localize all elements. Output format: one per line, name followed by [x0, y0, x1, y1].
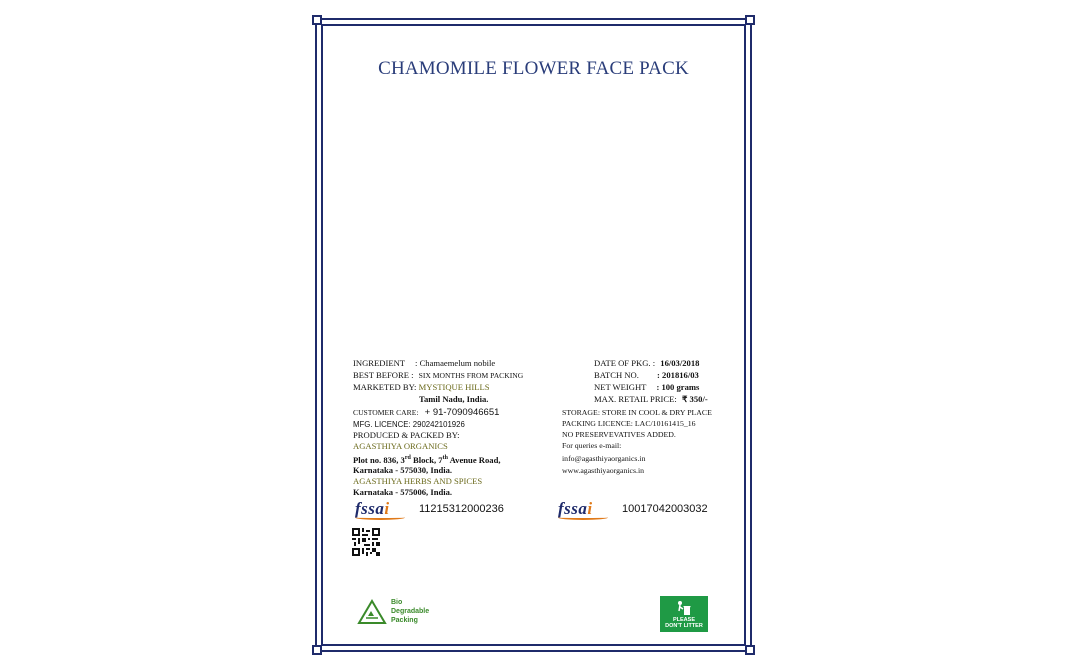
ingredient-value: : Chamaemelum nobile	[415, 358, 496, 368]
fssai-left	[355, 499, 504, 519]
fssai-number-right: 10017042003032	[622, 503, 708, 515]
customer-care-value: + 91-7090946651	[424, 407, 500, 418]
mrp-row	[594, 394, 708, 405]
fssai-logo-text: fssa	[355, 499, 385, 518]
fssai-logo	[355, 499, 407, 519]
mrp-value: ₹ 350/-	[681, 394, 708, 404]
batch-value: : 201816/03	[657, 370, 699, 380]
corner-ornament	[312, 15, 322, 25]
fssai-logo-i: i	[384, 499, 390, 518]
ingredient-label: INGREDIENT	[353, 358, 405, 368]
trash-bin-icon	[675, 599, 693, 617]
ingredient-row	[353, 358, 495, 369]
website: www.agasthiyaorganics.in	[562, 466, 645, 475]
batch-label: BATCH NO.	[594, 370, 639, 380]
company-name-2: AGASTHIYA HERBS AND SPICES	[353, 476, 483, 486]
address-line-3: Karnataka - 575006, India.	[353, 487, 453, 497]
date-value: 16/03/2018	[660, 358, 700, 368]
fssai-logo	[558, 499, 610, 519]
address-part: Block, 7	[410, 454, 443, 465]
marketed-label: MARKETED BY:	[353, 382, 417, 392]
marketed-value: MYSTIQUE HILLS	[418, 382, 490, 392]
no-preservatives: NO PRESERVEVATIVES ADDED.	[562, 430, 676, 439]
best-before-value: SIX MONTHS FROM PACKING	[418, 371, 524, 380]
recycle-triangle-icon	[357, 599, 387, 625]
bio-line: Degradable	[391, 608, 430, 615]
net-weight-row	[594, 382, 699, 393]
corner-ornament	[312, 645, 322, 655]
storage: STORAGE: STORE IN COOL & DRY PLACE	[562, 408, 712, 417]
batch-row	[594, 370, 699, 381]
product-label	[315, 18, 752, 652]
company-name: AGASTHIYA ORGANICS	[353, 441, 448, 451]
corner-ornament	[745, 15, 755, 25]
address-line-1	[353, 453, 501, 466]
queries: For queries e-mail:	[562, 441, 622, 450]
bio-line: Bio	[391, 599, 403, 606]
litter-line: PLEASE	[672, 617, 695, 623]
bio-degradable-badge	[357, 598, 429, 625]
address-superscript: rd	[404, 455, 411, 461]
fssai-right	[558, 499, 708, 519]
address-part: Avenue Road,	[447, 454, 501, 465]
fssai-number-left: 11215312000236	[419, 503, 504, 515]
date-label: DATE OF PKG. :	[594, 358, 656, 368]
address-superscript: th	[442, 455, 448, 461]
email: info@agasthiyaorganics.in	[562, 454, 646, 463]
mrp-label: MAX. RETAIL PRICE:	[594, 394, 677, 404]
bio-line: Packing	[391, 617, 418, 624]
bio-degradable-text	[391, 598, 429, 625]
best-before-row	[353, 370, 523, 381]
corner-ornament	[745, 645, 755, 655]
litter-line: DON'T LITTER	[665, 623, 703, 629]
net-weight-label: NET WEIGHT	[594, 382, 647, 392]
marketed-row	[353, 382, 490, 393]
produced-by: PRODUCED & PACKED BY:	[353, 430, 460, 440]
mfg-licence: MFG. LICENCE: 290242101926	[353, 420, 465, 429]
fssai-logo-i: i	[587, 499, 593, 518]
product-title: CHAMOMILE FLOWER FACE PACK	[378, 58, 689, 79]
net-weight-value: : 100 grams	[656, 382, 700, 392]
packing-licence: PACKING LICENCE: LAC/10161415_16	[562, 419, 696, 428]
qr-code-icon	[352, 528, 380, 556]
marketed-place: Tamil Nadu, India.	[419, 394, 489, 404]
customer-care-label: CUSTOMER CARE:	[353, 408, 419, 417]
customer-care-row	[353, 407, 499, 418]
dont-litter-badge	[660, 596, 708, 632]
address-line-2: Karnataka - 575030, India.	[353, 465, 453, 475]
inner-border	[321, 24, 746, 646]
fssai-logo-text: fssa	[558, 499, 588, 518]
dont-litter-text	[665, 617, 703, 629]
date-row	[594, 358, 699, 369]
address-part: Plot no. 836, 3	[353, 454, 405, 465]
best-before-label: BEST BEFORE :	[353, 370, 414, 380]
